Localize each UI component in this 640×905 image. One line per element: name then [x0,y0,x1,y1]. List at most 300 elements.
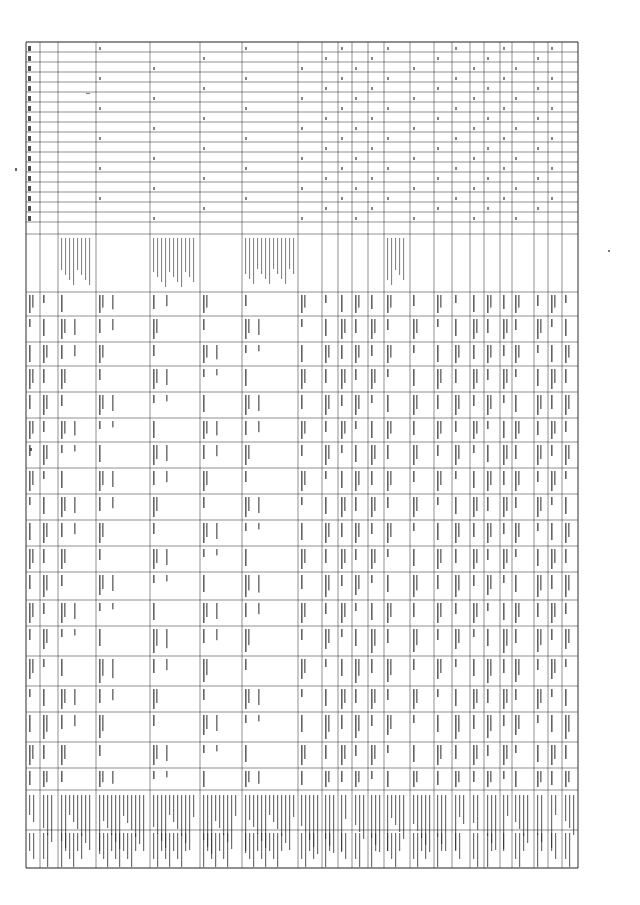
cell-value-mark [518,421,520,434]
cell-dash-mark [473,217,475,220]
cell-value-mark [203,745,205,753]
label-text-mark [519,795,520,829]
cell-dash-mark [371,87,373,90]
cell-value-mark [32,421,34,434]
cell-value-mark [153,345,155,356]
cell-value-mark [487,745,489,756]
cell-value-mark [258,523,260,529]
label-text-mark [445,795,446,851]
label-text-mark [69,833,70,859]
cell-value-mark [413,295,415,306]
cell-value-mark [102,659,104,676]
table-cell-text [28,46,574,867]
cell-value-mark [325,603,327,614]
cell-value-mark [413,629,415,652]
cell-value-mark [43,523,45,543]
cell-value-mark [32,369,34,383]
cell-dash-mark [99,167,101,170]
row-number-mark [28,96,31,101]
cell-value-mark [304,659,306,673]
cell-value-mark [203,689,205,700]
cell-value-mark [537,497,539,517]
cell-value-mark [304,295,306,308]
cell-value-mark [374,629,376,646]
cell-value-mark [416,497,418,511]
cell-value-mark [203,421,205,439]
cell-value-mark [328,715,330,732]
row-number-mark [28,46,31,51]
cell-value-mark [355,471,357,491]
label-text-mark [249,795,250,820]
cell-value-mark [301,745,303,765]
cell-value-mark [371,771,373,779]
cell-value-mark [245,445,247,465]
label-text-mark [181,795,182,836]
cell-value-mark [61,523,63,537]
cell-value-mark [203,319,205,330]
cell-dash-mark [301,187,303,190]
cell-value-mark [568,575,570,590]
note-text-mark [289,238,290,269]
label-text-mark [249,833,250,859]
cell-value-mark [503,629,505,653]
cell-dash-mark [245,107,247,110]
label-text-mark [413,795,414,824]
cell-value-mark [473,523,475,537]
cell-value-mark [64,689,66,703]
label-text-mark [177,833,178,859]
cell-value-mark [344,421,346,434]
cell-value-mark [258,421,260,432]
cell-value-mark [344,319,346,333]
row-number-mark [28,136,31,141]
cell-dash-mark [515,217,517,220]
cell-value-mark [565,575,567,597]
cell-value-mark [565,295,567,303]
cell-value-mark [554,745,556,759]
cell-value-mark [565,659,567,667]
cell-dash-mark [99,77,101,80]
cell-value-mark [387,445,389,459]
cell-value-mark [341,345,343,359]
cell-value-mark [61,603,63,623]
label-text-mark [253,833,254,867]
cell-dash-mark [203,117,205,120]
cell-value-mark [99,345,101,363]
cell-value-mark [156,497,158,511]
cell-value-mark [440,471,442,485]
label-text-mark [73,795,74,822]
cell-value-mark [341,471,343,488]
cell-value-mark [455,369,457,383]
cell-value-mark [540,445,542,459]
cell-value-mark [29,395,31,409]
cell-value-mark [248,575,250,590]
cell-value-mark [503,319,505,339]
label-text-mark [289,795,290,850]
cell-value-mark [551,471,553,491]
cell-value-mark [413,603,415,617]
cell-dash-mark [203,147,205,150]
cell-dash-mark [473,187,475,190]
note-text-mark [65,238,66,275]
cell-dash-mark [473,127,475,130]
cell-value-mark [341,715,343,729]
cell-value-mark [99,771,101,787]
label-text-mark [487,833,488,867]
cell-value-mark [455,497,457,514]
label-text-mark [375,833,376,851]
cell-value-mark [537,715,539,723]
row-number-mark [28,176,31,181]
cell-value-mark [455,395,457,415]
cell-value-mark [473,771,475,782]
note-text-mark [61,238,62,270]
cell-value-mark [43,445,45,465]
cell-value-mark [153,549,155,569]
cell-value-mark [74,523,76,534]
note-text-mark [403,238,404,280]
label-text-mark [491,833,492,851]
cell-value-mark [46,715,48,732]
cell-value-mark [74,497,76,513]
cell-value-mark [344,369,346,383]
cell-value-mark [29,295,31,313]
cell-value-mark [387,549,389,557]
cell-value-mark [99,549,101,560]
cell-value-mark [258,689,260,705]
cell-value-mark [153,715,155,726]
label-text-mark [127,833,128,859]
cell-value-mark [537,295,539,306]
cell-value-mark [341,629,343,637]
cell-value-mark [554,295,556,308]
note-text-mark [253,238,254,284]
cell-dash-mark [515,187,517,190]
label-text-mark [527,795,528,843]
cell-value-mark [390,659,392,675]
cell-value-mark [440,549,442,563]
cell-value-mark [518,715,520,729]
label-text-mark [173,833,174,851]
label-text-mark [253,795,254,827]
note-text-mark [387,238,388,280]
cell-dash-mark [503,197,505,200]
note-text-mark [69,238,70,280]
cell-value-mark [61,295,63,312]
label-text-mark [305,795,306,833]
cell-value-mark [565,445,567,465]
cell-value-mark [29,471,31,491]
cell-value-mark [487,715,489,738]
cell-value-mark [413,319,415,339]
cell-value-mark [551,445,553,456]
cell-value-mark [473,395,475,406]
cell-value-mark [43,395,45,415]
cell-value-mark [455,295,457,303]
cell-value-mark [156,689,158,703]
cell-value-mark [487,497,489,511]
label-text-mark [185,833,186,851]
label-text-mark [555,833,556,859]
cell-value-mark [325,421,327,432]
cell-dash-mark [503,167,505,170]
cell-value-mark [390,715,392,729]
cell-value-mark [301,295,303,313]
cell-value-mark [565,395,567,415]
label-text-mark [203,833,204,867]
cell-value-mark [506,549,508,563]
cell-value-mark [74,629,76,635]
cell-value-mark [358,659,360,676]
label-text-mark [157,795,158,834]
cell-value-mark [355,659,357,683]
cell-value-mark [245,319,247,339]
cell-value-mark [301,471,303,491]
cell-value-mark [112,319,114,330]
cell-dash-mark [245,47,247,50]
cell-value-mark [487,629,489,646]
label-text-mark [231,795,232,849]
row-number-mark [28,156,31,161]
cell-value-mark [554,421,556,434]
cell-value-mark [29,629,31,640]
cell-value-mark [203,549,205,557]
cell-value-mark [43,689,45,706]
label-text-mark [143,795,144,851]
cell-value-mark [506,497,508,511]
cell-value-mark [503,603,505,620]
label-text-mark [165,833,166,859]
cell-value-mark [437,629,439,640]
label-text-mark [219,795,220,828]
cell-value-mark [416,445,418,459]
cell-value-mark [206,603,208,617]
cell-value-mark [473,319,475,339]
cell-value-mark [540,497,542,511]
cell-value-mark [387,715,389,735]
cell-value-mark [458,445,460,459]
label-text-mark [219,833,220,851]
label-text-mark [537,795,538,835]
cell-value-mark [206,295,208,308]
cell-value-mark [551,345,553,362]
cell-value-mark [490,345,492,358]
cell-value-mark [503,745,505,765]
cell-value-mark [102,771,104,782]
cell-value-mark [43,295,45,303]
cell-value-mark [503,345,505,356]
cell-value-mark [518,295,520,308]
cell-value-mark [43,345,45,363]
cell-value-mark [156,745,158,759]
note-text-mark [391,238,392,285]
label-text-mark [119,833,120,867]
cell-value-mark [540,319,542,333]
cell-value-mark [325,395,327,415]
cell-value-mark [29,523,31,540]
cell-value-mark [515,445,517,459]
cell-value-mark [537,471,539,482]
cell-value-mark [46,395,48,409]
note-text-mark [281,238,282,279]
cell-value-mark [371,575,373,583]
row-number-mark [28,76,31,81]
cell-value-mark [387,603,389,623]
cell-value-mark [437,395,439,409]
cell-value-mark [203,369,205,377]
cell-value-mark [371,689,373,709]
cell-value-mark [455,319,457,336]
cell-dash-mark [387,167,389,170]
cell-value-mark [390,603,392,617]
cell-value-mark [153,771,155,779]
label-text-mark [33,833,34,859]
cell-dash-mark [413,217,415,220]
note-text-mark [161,238,162,282]
cell-value-mark [216,445,218,456]
label-text-mark [177,795,178,829]
cell-value-mark [358,471,360,485]
cell-value-mark [473,745,475,765]
cell-value-mark [325,629,327,649]
cell-dash-mark [341,197,343,200]
cell-value-mark [487,319,489,333]
cell-value-mark [112,603,114,609]
label-text-mark [487,795,488,836]
cell-value-mark [328,395,330,409]
cell-value-mark [245,575,247,597]
label-text-mark [421,833,422,851]
cell-value-mark [506,745,508,759]
cell-dash-mark [473,157,475,160]
cell-value-mark [64,369,66,383]
cell-value-mark [102,471,104,485]
cell-value-mark [245,395,247,415]
cell-dash-mark [325,177,327,180]
cell-dash-mark [413,97,415,100]
cell-value-mark [503,689,505,709]
cell-value-mark [473,369,475,389]
cell-value-mark [156,549,158,563]
cell-value-mark [328,771,330,782]
cell-value-mark [503,421,505,438]
cell-value-mark [437,471,439,491]
label-text-mark [207,833,208,851]
cell-value-mark [551,319,553,327]
cell-value-mark [301,603,303,623]
cell-value-mark [325,745,327,759]
label-text-mark [269,795,270,815]
cell-value-mark [416,575,418,590]
cell-value-mark [166,575,168,581]
cell-dash-mark [503,47,505,50]
cell-value-mark [537,603,539,617]
cell-value-mark [166,629,168,648]
label-text-mark [51,795,52,842]
cell-value-mark [258,715,260,721]
note-text-mark [85,238,86,280]
cell-value-mark [540,689,542,703]
cell-value-mark [455,659,457,667]
cell-dash-mark [413,67,415,70]
cell-value-mark [99,745,101,756]
cell-value-mark [248,629,250,645]
cell-value-mark [341,523,343,537]
cell-dash-mark [99,137,101,140]
cell-value-mark [568,771,570,782]
cell-value-mark [355,319,357,333]
row-number-mark [28,56,31,61]
label-text-mark [265,833,266,867]
label-text-mark [89,795,90,850]
cell-value-mark [156,319,158,333]
label-text-mark [77,833,78,851]
cell-value-mark [301,369,303,389]
cell-value-mark [153,295,155,309]
cell-value-mark [487,603,489,611]
cell-value-mark [355,497,357,511]
cell-dash-mark [551,167,553,170]
label-text-mark [399,833,400,851]
label-text-mark [139,795,140,844]
cell-value-mark [416,689,418,703]
cell-value-mark [46,771,48,782]
cell-value-mark [387,319,389,330]
label-text-mark [131,833,132,867]
cell-value-mark [99,445,101,462]
cell-value-mark [371,549,373,569]
cell-value-mark [206,523,208,537]
cell-value-mark [565,715,567,739]
cell-value-mark [437,575,439,589]
cell-dash-mark [413,187,415,190]
label-text-mark [473,833,474,859]
cell-value-mark [206,421,208,434]
cell-value-mark [341,575,343,586]
cell-value-mark [537,369,539,386]
note-text-mark [81,238,82,275]
cell-value-mark [487,659,489,683]
label-text-mark [285,795,286,843]
note-text-mark [261,238,262,274]
cell-value-mark [458,771,460,782]
cell-value-mark [153,575,155,583]
cell-dash-mark [301,97,303,100]
cell-value-mark [64,745,66,759]
cell-value-mark [476,421,478,434]
cell-value-mark [304,603,306,617]
note-text-mark [265,238,266,279]
cell-value-mark [216,369,218,375]
label-text-mark [569,833,570,867]
cell-value-mark [203,715,205,735]
label-text-mark [387,833,388,851]
cell-value-mark [437,715,439,732]
cell-value-mark [258,603,260,614]
cell-value-mark [455,629,457,649]
cell-value-mark [245,629,247,652]
cell-value-mark [440,295,442,308]
cell-value-mark [301,445,303,456]
cell-value-mark [203,659,205,682]
cell-value-mark [473,659,475,676]
cell-value-mark [473,689,475,709]
cell-value-mark [473,421,475,439]
cell-value-mark [554,603,556,617]
cell-value-mark [458,575,460,590]
cell-value-mark [371,745,373,765]
